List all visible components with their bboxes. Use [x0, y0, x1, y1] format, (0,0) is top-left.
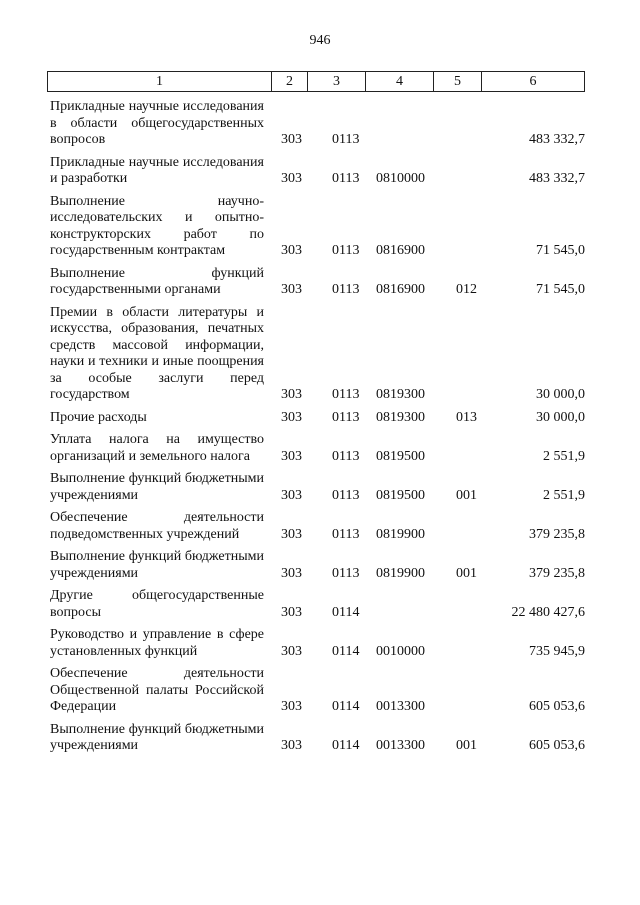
row-code-4: 0816900: [376, 282, 425, 297]
row-code-2: 303: [281, 171, 302, 186]
row-amount: 2 551,9: [543, 448, 585, 464]
row-amount: 30 000,0: [536, 387, 585, 402]
row-amount: 71 545,0: [536, 243, 585, 258]
row-code-3: 0113: [332, 565, 360, 581]
row-code-3: 0114: [332, 643, 360, 659]
row-name: Прикладные научные исследования и разработки: [50, 154, 264, 186]
table-row: [50, 549, 585, 582]
row-amount: 22 480 427,6: [511, 604, 585, 620]
row-code-3: 0114: [332, 699, 360, 714]
column-header-2: 2: [272, 72, 308, 91]
row-amount: 71 545,0: [536, 282, 585, 297]
row-amount: 483 332,7: [529, 132, 585, 147]
column-header-3: 3: [308, 72, 366, 91]
row-amount: 605 053,6: [529, 699, 585, 714]
row-amount: 735 945,9: [529, 643, 585, 659]
column-header-4: 4: [366, 72, 434, 91]
column-header-1: 1: [48, 72, 272, 91]
row-code-4: 0819500: [376, 448, 425, 464]
row-code-3: 0114: [332, 604, 360, 620]
row-code-4: 0819900: [376, 565, 425, 581]
row-code-3: 0114: [332, 738, 360, 753]
table-row: [50, 194, 585, 260]
table-row: [50, 305, 585, 404]
row-amount: 483 332,7: [529, 171, 585, 186]
row-code-2: 303: [281, 448, 302, 464]
row-code-4: 0819300: [376, 409, 425, 425]
budget-table-body: [50, 99, 585, 761]
row-name: Выполнение функций государственными органами: [50, 265, 264, 297]
table-row: [50, 410, 585, 427]
row-code-3: 0113: [332, 409, 360, 425]
row-name: Уплата налога на имущество организаций и земельного налога: [50, 432, 264, 464]
row-code-3: 0113: [332, 171, 360, 186]
page-number: 946: [309, 33, 331, 48]
row-name: Премии в области литературы и искусства, образования, печатных средств массовой информации, науки и техники и иные поощрения за особые заслуги перед государством: [50, 304, 264, 402]
row-code-5: 012: [456, 282, 477, 297]
row-name: Выполнение научно-исследовательских и опытно-конструкторских работ по государственным контрактам: [50, 193, 264, 258]
column-header-6: 6: [529, 74, 537, 89]
row-code-4: 0819500: [376, 487, 425, 503]
table-header: [47, 71, 585, 92]
row-name: Обеспечение деятельности Общественной палаты Российской Федерации: [50, 666, 264, 714]
row-name: Прикладные научные исследования в области общегосударственных вопросов: [50, 99, 264, 147]
row-code-3: 0113: [332, 132, 360, 147]
row-code-2: 303: [281, 699, 302, 714]
row-code-2: 303: [281, 243, 302, 258]
row-code-5: 013: [456, 409, 477, 425]
row-code-2: 303: [281, 282, 302, 297]
row-code-2: 303: [281, 409, 302, 425]
row-code-2: 303: [281, 565, 302, 581]
row-code-2: 303: [281, 387, 302, 402]
table-row: [50, 666, 585, 716]
row-name: Обеспечение деятельности подведомственных учреждений: [50, 510, 264, 542]
row-code-2: 303: [281, 738, 302, 753]
row-amount: 2 551,9: [543, 487, 585, 503]
column-header-5: 5: [434, 72, 482, 91]
row-code-4: 0013300: [376, 699, 425, 714]
row-amount: 605 053,6: [529, 738, 585, 753]
row-name: Руководство и управление в сфере установленных функций: [50, 627, 264, 659]
row-code-5: 001: [456, 565, 477, 581]
table-row: [50, 432, 585, 465]
row-code-2: 303: [281, 643, 302, 659]
row-code-3: 0113: [332, 487, 360, 503]
row-name: Выполнение функций бюджетными учреждениями: [50, 721, 264, 753]
row-code-4: 0819300: [376, 387, 425, 402]
row-code-3: 0113: [332, 387, 360, 402]
row-amount: 379 235,8: [529, 526, 585, 542]
row-amount: 30 000,0: [536, 409, 585, 425]
row-code-3: 0113: [332, 282, 360, 297]
row-code-3: 0113: [332, 448, 360, 464]
row-code-5: 001: [456, 738, 477, 753]
row-code-2: 303: [281, 604, 302, 620]
table-row: [50, 722, 585, 755]
row-code-2: 303: [281, 132, 302, 147]
table-row: [50, 510, 585, 543]
row-name: Другие общегосударственные вопросы: [50, 588, 264, 620]
row-code-4: 0010000: [376, 643, 425, 659]
table-row: [50, 266, 585, 299]
row-amount: 379 235,8: [529, 565, 585, 581]
row-code-2: 303: [281, 487, 302, 503]
row-code-4: 0810000: [376, 171, 425, 186]
table-row: [50, 588, 585, 621]
row-code-5: 001: [456, 487, 477, 503]
row-code-3: 0113: [332, 526, 360, 542]
table-row: [50, 155, 585, 188]
row-code-4: 0819900: [376, 526, 425, 542]
row-name: Выполнение функций бюджетными учреждениями: [50, 549, 264, 581]
table-row: [50, 627, 585, 660]
row-code-2: 303: [281, 526, 302, 542]
row-code-4: 0816900: [376, 243, 425, 258]
row-name: Прочие расходы: [50, 409, 147, 425]
table-row: [50, 99, 585, 149]
row-code-4: 0013300: [376, 738, 425, 753]
table-row: [50, 471, 585, 504]
row-code-3: 0113: [332, 243, 360, 258]
row-name: Выполнение функций бюджетными учреждениями: [50, 471, 264, 503]
